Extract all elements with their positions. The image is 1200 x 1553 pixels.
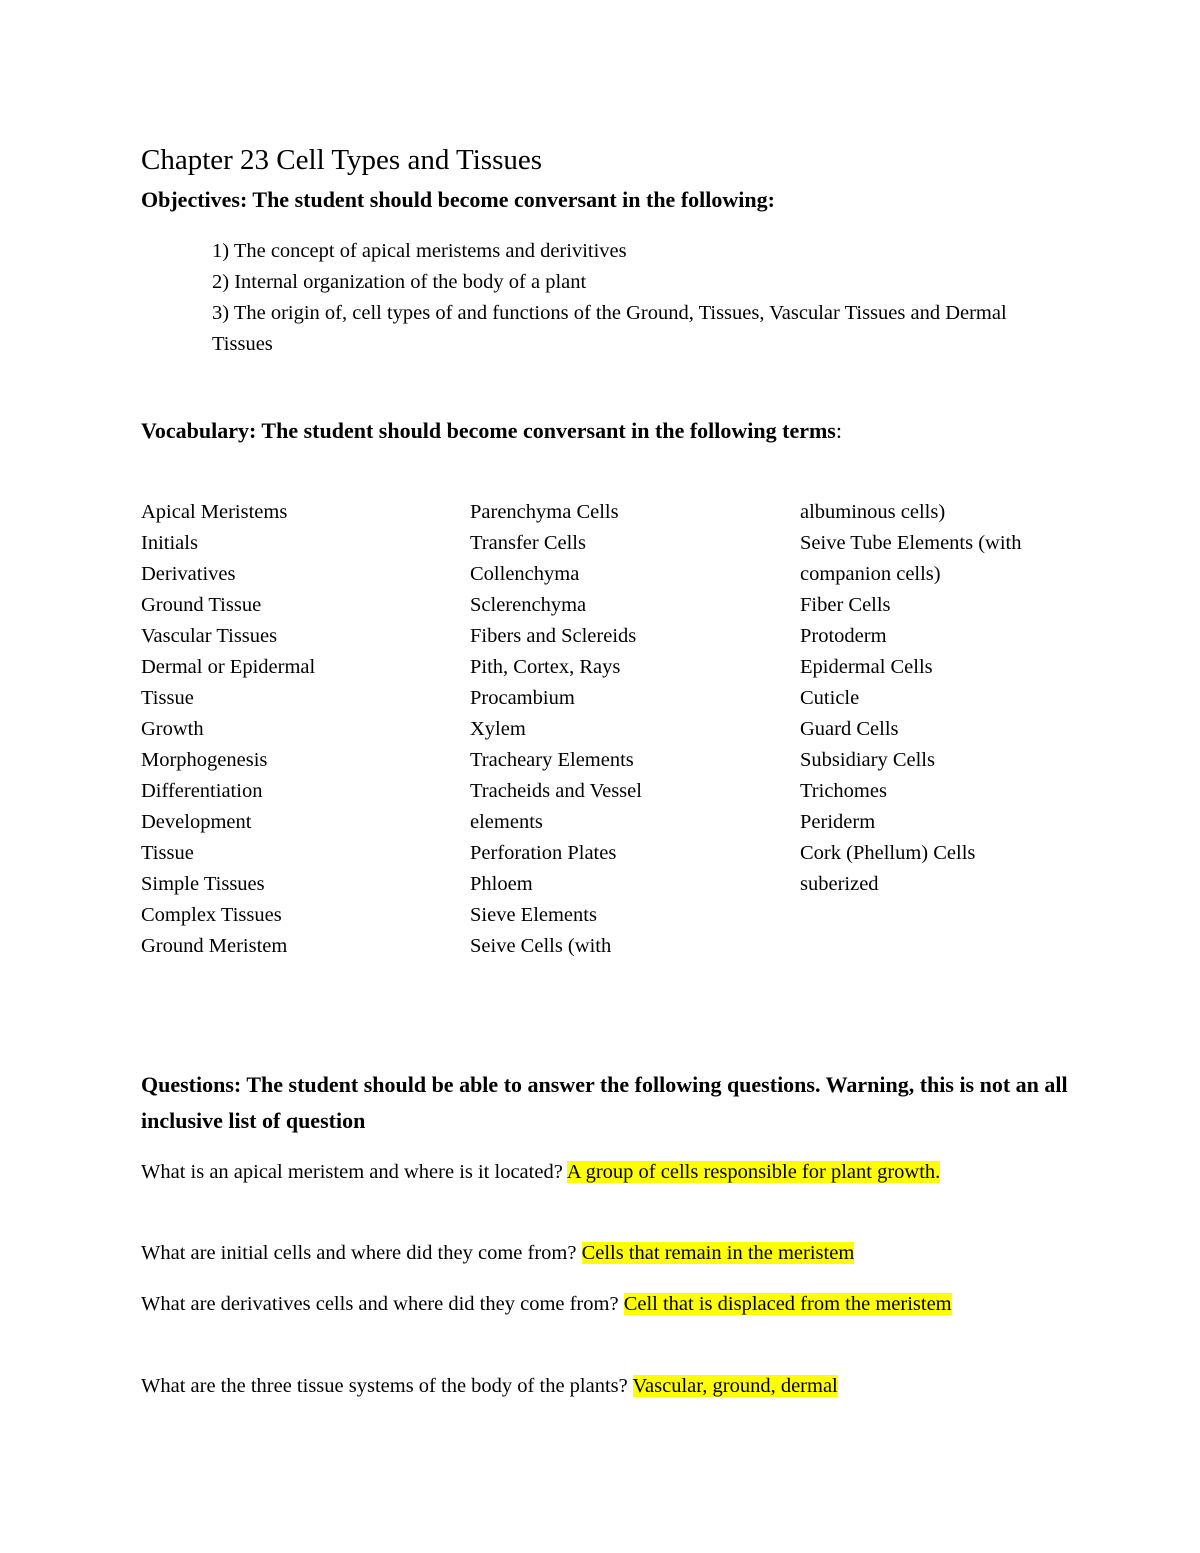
vocabulary-term: Apical Meristems — [141, 501, 288, 523]
vocabulary-term: Seive Cells (with — [470, 935, 612, 957]
vocabulary-term: Subsidiary Cells — [800, 749, 935, 771]
vocabulary-term: Phloem — [470, 873, 533, 895]
vocabulary-term: albuminous cells) — [800, 501, 946, 523]
vocabulary-term: Vascular Tissues — [141, 625, 278, 647]
vocabulary-column-3 — [800, 497, 1022, 900]
vocabulary-term: Pith, Cortex, Rays — [470, 656, 621, 678]
vocabulary-term: Transfer Cells — [470, 532, 586, 554]
objective-item: 1) The concept of apical meristems and derivitives — [212, 240, 627, 262]
vocabulary-term: Tracheary Elements — [470, 749, 634, 771]
vocabulary-term: Complex Tissues — [141, 904, 282, 926]
page-title: Chapter 23 Cell Types and Tissues — [141, 144, 543, 176]
vocabulary-term: Growth — [141, 718, 204, 740]
question-item — [141, 1238, 1001, 1269]
vocabulary-term: Xylem — [470, 718, 526, 740]
objectives-heading: Objectives: The student should become conversant in the following: — [141, 187, 775, 212]
objectives-list — [212, 236, 1052, 360]
vocabulary-term: Trichomes — [800, 780, 887, 802]
vocabulary-term: Epidermal Cells — [800, 656, 933, 678]
vocabulary-term: Fiber Cells — [800, 594, 891, 616]
vocabulary-term: Tissue — [141, 842, 194, 864]
vocabulary-term: companion cells) — [800, 563, 941, 585]
answer-highlight: Cells that remain in the meristem — [581, 1242, 855, 1264]
answer-highlight: A group of cells responsible for plant growth. — [566, 1161, 941, 1183]
vocabulary-term: Tissue — [141, 687, 194, 709]
vocabulary-term: Parenchyma Cells — [470, 501, 619, 523]
answer-highlight: Vascular, ground, dermal — [632, 1375, 838, 1397]
vocabulary-column-1 — [141, 497, 315, 962]
vocabulary-term: Seive Tube Elements (with — [800, 532, 1022, 554]
vocabulary-term: Perforation Plates — [470, 842, 617, 864]
vocabulary-term: Fibers and Sclereids — [470, 625, 637, 647]
vocabulary-term: Differentiation — [141, 780, 263, 802]
vocabulary-term: Periderm — [800, 811, 876, 833]
vocabulary-term: Ground Meristem — [141, 935, 288, 957]
vocabulary-term: Sclerenchyma — [470, 594, 587, 616]
vocabulary-term: Ground Tissue — [141, 594, 262, 616]
vocabulary-term: Tracheids and Vessel — [470, 780, 642, 802]
vocabulary-term: Initials — [141, 532, 198, 554]
question-text: What are derivatives cells and where did they come from? — [141, 1293, 624, 1315]
vocabulary-term: Cuticle — [800, 687, 860, 709]
vocabulary-term: Cork (Phellum) Cells — [800, 842, 976, 864]
question-item — [141, 1157, 1001, 1188]
vocabulary-term: suberized — [800, 873, 879, 895]
vocabulary-term: Sieve Elements — [470, 904, 597, 926]
question-text: What are the three tissue systems of the body of the plants? — [141, 1375, 633, 1397]
vocabulary-heading-colon: : — [835, 418, 842, 443]
vocabulary-heading — [141, 413, 842, 449]
vocabulary-term: Guard Cells — [800, 718, 899, 740]
vocabulary-term: Procambium — [470, 687, 575, 709]
objective-item: 3) The origin of, cell types of and functions of the Ground, Tissues, Vascular Tissues and Dermal Tissues — [212, 302, 1007, 355]
vocabulary-term: Protoderm — [800, 625, 887, 647]
vocabulary-term: Dermal or Epidermal — [141, 656, 316, 678]
vocabulary-term: Morphogenesis — [141, 749, 268, 771]
answer-highlight: Cell that is displaced from the meristem — [623, 1293, 952, 1315]
question-item — [141, 1289, 1001, 1320]
vocabulary-term: Simple Tissues — [141, 873, 265, 895]
question-item — [141, 1371, 1001, 1402]
question-text: What is an apical meristem and where is it located? — [141, 1161, 567, 1183]
vocabulary-term: Collenchyma — [470, 563, 580, 585]
vocabulary-column-2 — [470, 497, 642, 962]
vocabulary-term: Development — [141, 811, 252, 833]
questions-heading: Questions: The student should be able to answer the following questions. Warning, this is not an all inclusive list of question — [141, 1072, 1068, 1133]
vocabulary-term: Derivatives — [141, 563, 236, 585]
objective-item: 2) Internal organization of the body of a plant — [212, 271, 587, 293]
question-text: What are initial cells and where did they come from? — [141, 1242, 582, 1264]
vocabulary-heading-text: Vocabulary: The student should become conversant in the following terms — [141, 418, 836, 443]
vocabulary-term: elements — [470, 811, 543, 833]
